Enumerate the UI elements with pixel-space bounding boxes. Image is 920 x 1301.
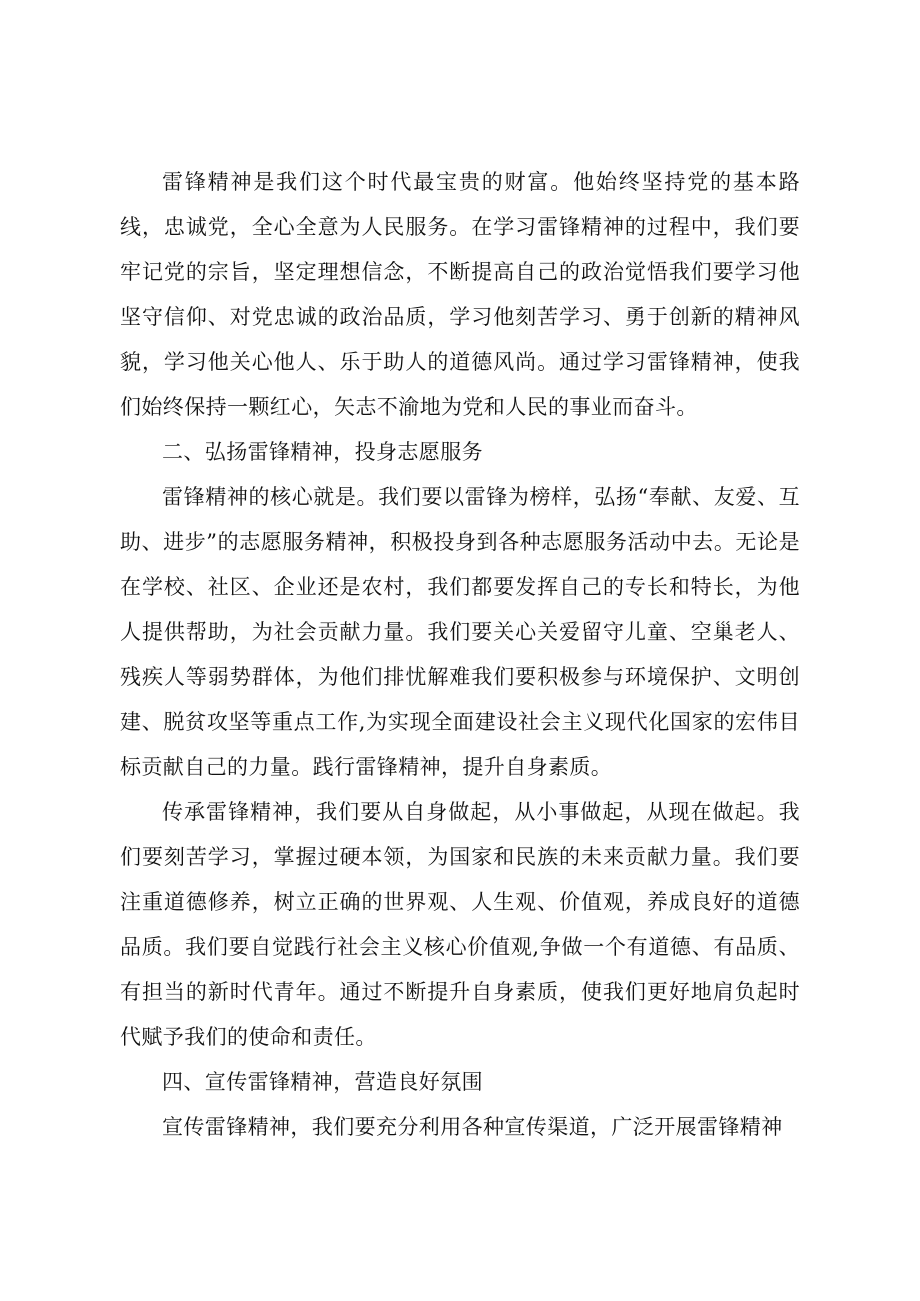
section-heading-2: 二、弘扬雷锋精神，投身志愿服务 — [162, 440, 483, 464]
paragraph-2: 雷锋精神的核心就是。我们要以雷锋为榜样，弘扬“奉献、友爱、互助、进步”的志愿服务精神，积极投身到各种志愿服务活动中去。无论是在学校、社区、企业还是农村，我们都要发挥自己的专长和特长，为他人提供帮助，为社会贡献力量。我们要关心关爱留守儿童、空巢老人、残疾人等弱势群体，为他们排忧解难我们要积极参与环境保护、文明创建、脱贫攻坚等重点工作,为实现全面建设社会主义现代化国家的宏伟目标贡献自己的力量。践行雷锋精神，提升自身素质。 — [120, 485, 800, 779]
paragraph-4: 宣传雷锋精神，我们要充分利用各种宣传渠道，广泛开展雷锋精神 — [162, 1115, 783, 1139]
paragraph-3: 传承雷锋精神，我们要从自身做起，从小事做起，从现在做起。我们要刻苦学习，掌握过硬本领，为国家和民族的未来贡献力量。我们要注重道德修养，树立正确的世界观、人生观、价值观，养成良好的道德品质。我们要自觉践行社会主义核心价值观,争做一个有道德、有品质、有担当的新时代青年。通过不断提升自身素质，使我们更好地肩负起时代赋予我们的使命和责任。 — [120, 800, 800, 1049]
document-body — [120, 160, 800, 1150]
section-heading-4: 四、宣传雷锋精神，营造良好氛围 — [162, 1070, 483, 1094]
paragraph-1: 雷锋精神是我们这个时代最宝贵的财富。他始终坚持党的基本路线，忠诚党，全心全意为人民服务。在学习雷锋精神的过程中，我们要牢记党的宗旨，坚定理想信念，不断提高自己的政治觉悟我们要学习他坚守信仰、对党忠诚的政治品质，学习他刻苦学习、勇于创新的精神风貌，学习他关心他人、乐于助人的道德风尚。通过学习雷锋精神，使我们始终保持一颗红心，矢志不渝地为党和人民的事业而奋斗。 — [120, 170, 800, 419]
